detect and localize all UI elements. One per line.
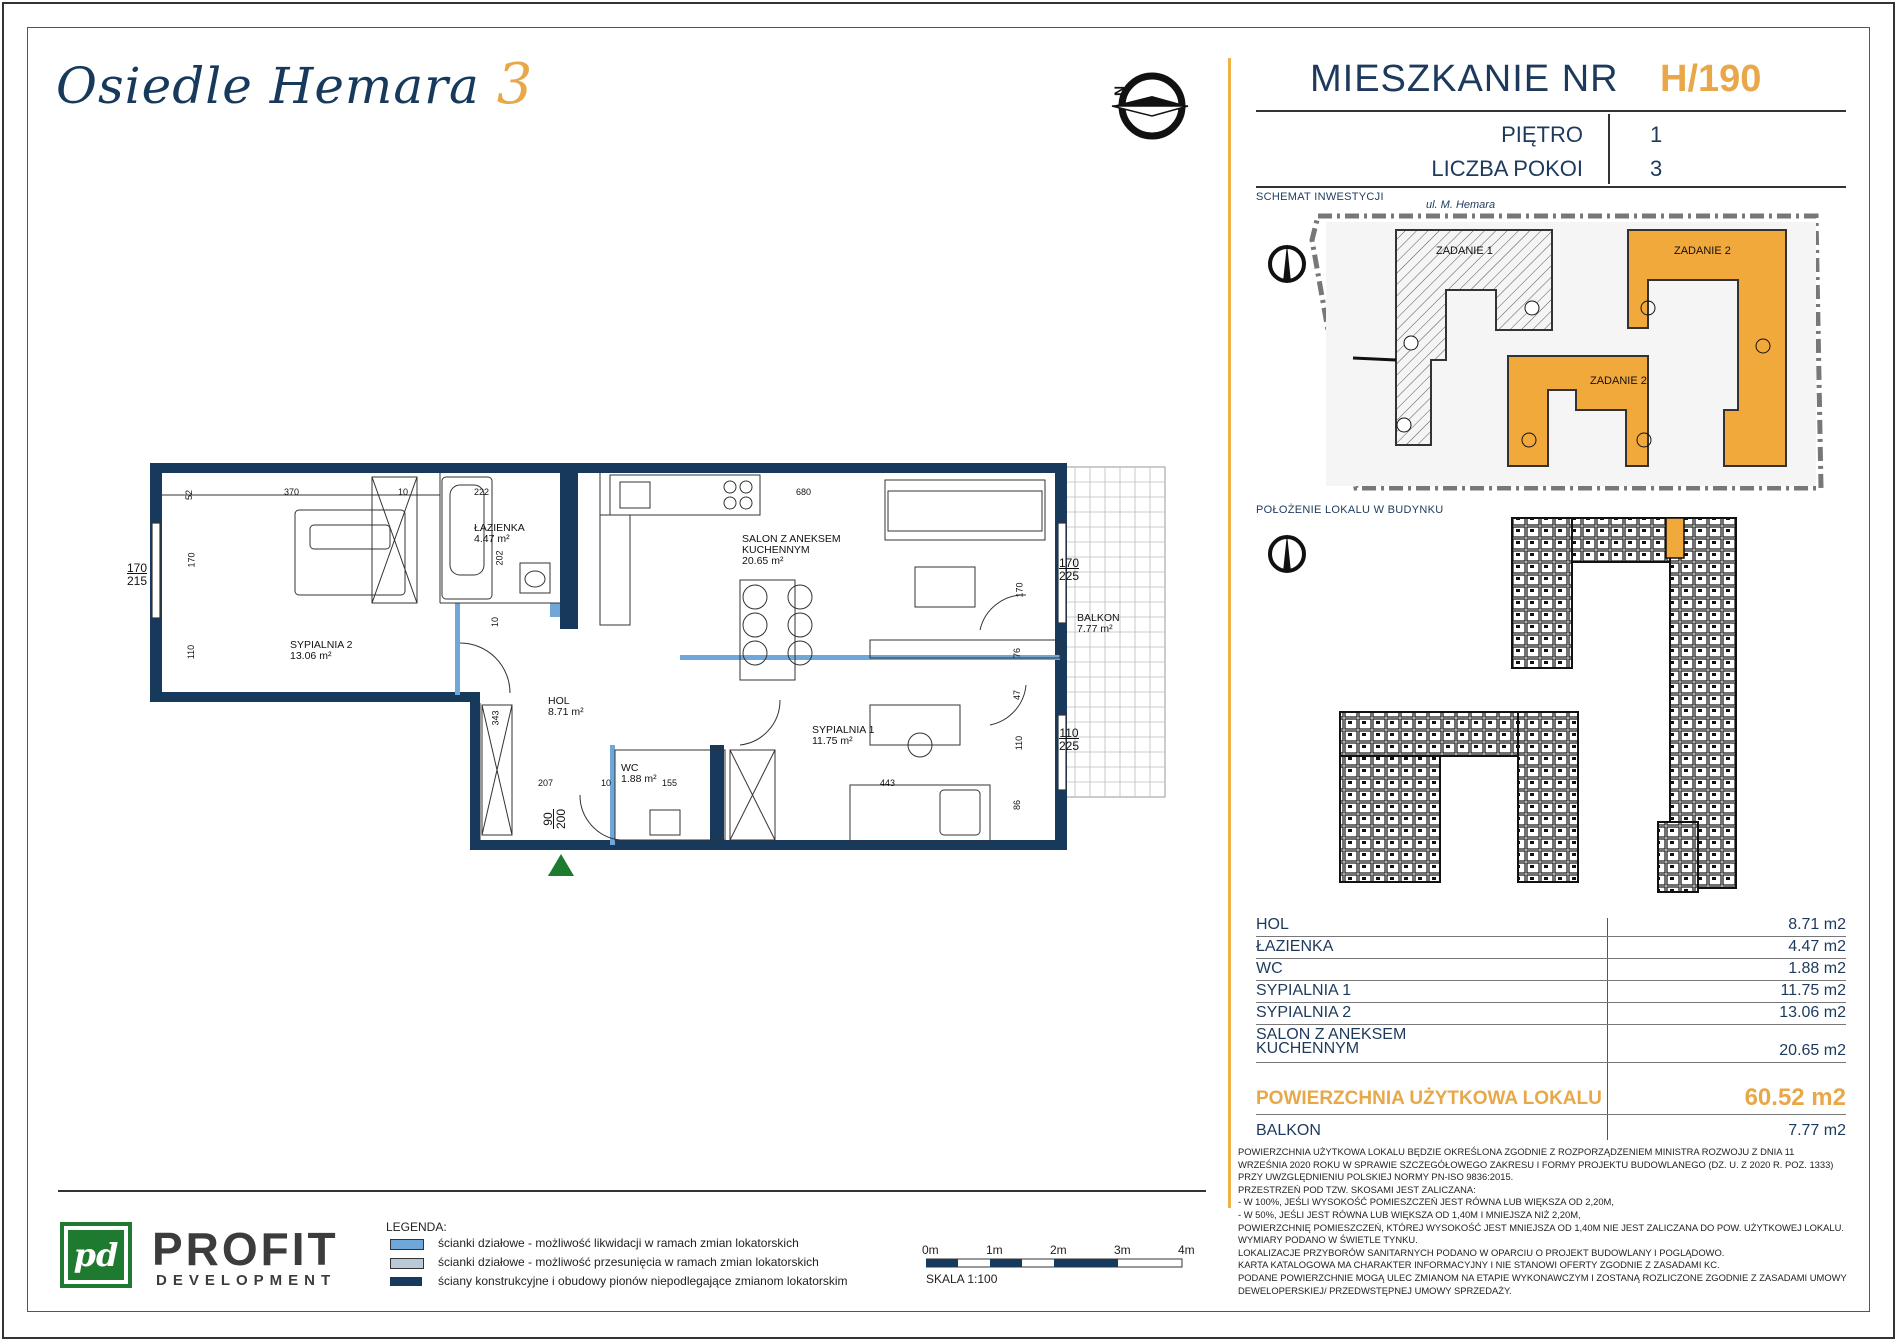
apartment-title: MIESZKANIE NR: [1310, 58, 1619, 100]
legend-swatch: [390, 1258, 424, 1269]
scale-bar: [926, 1258, 1186, 1270]
area-row-line: [1256, 1062, 1846, 1063]
legend-swatch: [390, 1239, 424, 1250]
estate-number: 3: [496, 52, 534, 117]
dim-207: 207: [538, 778, 554, 788]
window-right2-dims: 110 225: [1058, 726, 1080, 753]
logo-letters: pd: [73, 1236, 119, 1274]
room-salon: SALON Z ANEKSEM KUCHENNYM 20.65 m²: [742, 533, 841, 567]
dim-170b: 170: [1014, 582, 1025, 598]
company-sub: DEVELOPMENT: [156, 1272, 337, 1289]
dim-47: 47: [1012, 689, 1023, 701]
zone1-label: ZADANIE 1: [1436, 245, 1493, 257]
site-plan-caption: SCHEMAT INWESTYCJI: [1256, 191, 1384, 203]
legend-swatch: [390, 1277, 422, 1286]
dim-10: 10: [398, 487, 409, 497]
room-hol: HOL 8.71 m²: [548, 695, 584, 718]
dim-52: 52: [184, 489, 195, 501]
dim-76: 76: [1012, 647, 1023, 659]
area-row-line: [1256, 1024, 1846, 1025]
total-area-label: POWIERZCHNIA UŻYTKOWA LOKALU: [1256, 1088, 1602, 1109]
floor-value: 1: [1650, 122, 1663, 147]
window-left-dims: 170 215: [126, 561, 148, 588]
room-lazienka: ŁAZIENKA 4.47 m²: [474, 522, 525, 545]
site-north-icon: [1267, 242, 1307, 288]
company-name: PROFIT: [152, 1223, 339, 1275]
room-wc: WC 1.88 m²: [621, 762, 657, 785]
window-right1-dims: 170 225: [1058, 556, 1080, 583]
dim-222: 222: [474, 487, 490, 497]
zone2a-label: ZADANIE 2: [1674, 245, 1731, 257]
dim-680: 680: [796, 487, 812, 497]
dim-170: 170: [186, 552, 197, 568]
area-row-sypialnia2: SYPIALNIA 2 13.06 m2: [1256, 1004, 1846, 1021]
dim-110: 110: [186, 644, 197, 660]
building-plan-caption: POŁOŻENIE LOKALU W BUDYNKU: [1256, 504, 1444, 516]
dim-10c: 10: [601, 778, 612, 788]
building-plan: [1330, 514, 1770, 894]
header-rule: [1256, 110, 1846, 112]
area-row-sypialnia1: SYPIALNIA 1 11.75 m2: [1256, 982, 1846, 999]
area-row-lazienka: ŁAZIENKA 4.47 m2: [1256, 938, 1846, 955]
footer-rule: [58, 1190, 1206, 1192]
legal-notes: POWIERZCHNIA UŻYTKOWA LOKALU BĘDZIE OKREŚLONA ZGODNIE Z ROZPORZĄDZENIEM MINISTRA ROZWOJU Z DNIA 11 WRZEŚNIA 2020 ROKU W SPRAWIE SZCZEGÓŁOWEGO ZAKRESU I FORMY PROJEKTU BUDOWLANEGO (DZ. U. Z 2020 R. POZ. 1333) PRZY UWZGLĘDNIENIU POLSKIEJ NORMY PN-ISO 9836:2015. PRZESTRZEŃ POD TZW. SKOSAMI JEST ZALICZANA: - W 100%, JEŚLI WYSOKOŚĆ POMIESZCZEŃ JEST RÓWNA LUB WIĘKSZA OD 2,20M, - W 50%, JEŚLI JEST RÓWNA LUB WIĘKSZA OD 1,40M I MNIEJSZA NIŻ 2,20M, POWIERZCHNIĘ POMIESZCZEŃ, KTÓREJ WYSOKOŚĆ JEST MNIEJSZA OD 1,40M NIE JEST ZALICZANA DO POW. UŻYTKOWEJ LOKALU. WYMIARY PODANO W ŚWIETLE TYNKU. LOKALIZACJE PRZYBORÓW SANITARNYCH PODANO W OPARCIU O PROJEKT BUDOWLANY I POGLĄDOWO. KARTA KATALOGOWA MA CHARAKTER INFORMACYJNY I NIE STANOWI OFERTY ZGODNIE Z ZASADAMI KC. PODANE POWIERZCHNIE MOGĄ ULEC ZMIANOM NA ETAPIE WYKONAWCZYM I ZOSTANĄ ROZLICZONE ZGODNIE Z ZASADAMI UMOWY DEWELOPERSKIEJ/ PRZEDWSTĘPNEJ UMOWY SPRZEDAŻY.: [1238, 1146, 1847, 1296]
dim-86: 86: [1012, 799, 1023, 811]
scale-tick-0: 0m: [922, 1243, 939, 1257]
dim-10b: 10: [490, 616, 501, 628]
info-rule: [1256, 186, 1846, 188]
area-row-line: [1256, 1114, 1846, 1115]
scale-tick-1: 1m: [986, 1243, 1003, 1257]
scale-tick-4: 4m: [1178, 1243, 1195, 1257]
room-sypialnia2: SYPIALNIA 2 13.06 m²: [290, 639, 353, 662]
total-area-value: 60.52 m2: [1744, 1084, 1846, 1111]
dim-110b: 110: [1014, 735, 1025, 751]
entry-door-dims: 90 200: [541, 808, 568, 830]
divider-vertical: [1228, 58, 1231, 1208]
legend-title: LEGENDA:: [386, 1220, 447, 1234]
area-row-salon: SALON Z ANEKSEM KUCHENNYM 20.65 m2: [1256, 1026, 1846, 1059]
estate-name: Osiedle Hemara: [56, 57, 480, 115]
scale-tick-3: 3m: [1114, 1243, 1131, 1257]
room-sypialnia1: SYPIALNIA 1 11.75 m²: [812, 724, 875, 747]
zone2b-label: ZADANIE 2: [1590, 375, 1647, 387]
area-row-wc: WC 1.88 m2: [1256, 960, 1846, 977]
dim-443: 443: [880, 778, 896, 788]
scale-label: SKALA 1:100: [926, 1272, 998, 1286]
north-arrow-icon: [1108, 66, 1194, 148]
area-row-balkon: BALKON 7.77 m2: [1256, 1122, 1846, 1139]
room-balkon: BALKON 7.77 m²: [1077, 612, 1120, 635]
floor-label: PIĘTRO: [1501, 122, 1583, 147]
scale-tick-2: 2m: [1050, 1243, 1067, 1257]
apartment-number: H/190: [1660, 58, 1762, 100]
site-plan: [1256, 210, 1846, 500]
total-area: [1256, 1084, 1846, 1114]
rooms-label: LICZBA POKOI: [1431, 156, 1583, 181]
entrance-arrow-icon: [546, 852, 576, 878]
svg-text:N: N: [1111, 85, 1127, 96]
info-divider: [1608, 114, 1610, 184]
estate-logo: [56, 52, 533, 117]
company-logo: [60, 1222, 132, 1288]
area-row-hol: HOL 8.71 m2: [1256, 916, 1846, 933]
dim-343: 343: [490, 710, 501, 726]
dim-202: 202: [494, 550, 505, 566]
floor-plan: [140, 455, 1180, 875]
building-north-icon: [1267, 532, 1307, 578]
street-name: ul. M. Hemara: [1426, 199, 1496, 211]
dim-155: 155: [662, 778, 678, 788]
dim-370: 370: [284, 487, 300, 497]
rooms-value: 3: [1650, 156, 1663, 181]
